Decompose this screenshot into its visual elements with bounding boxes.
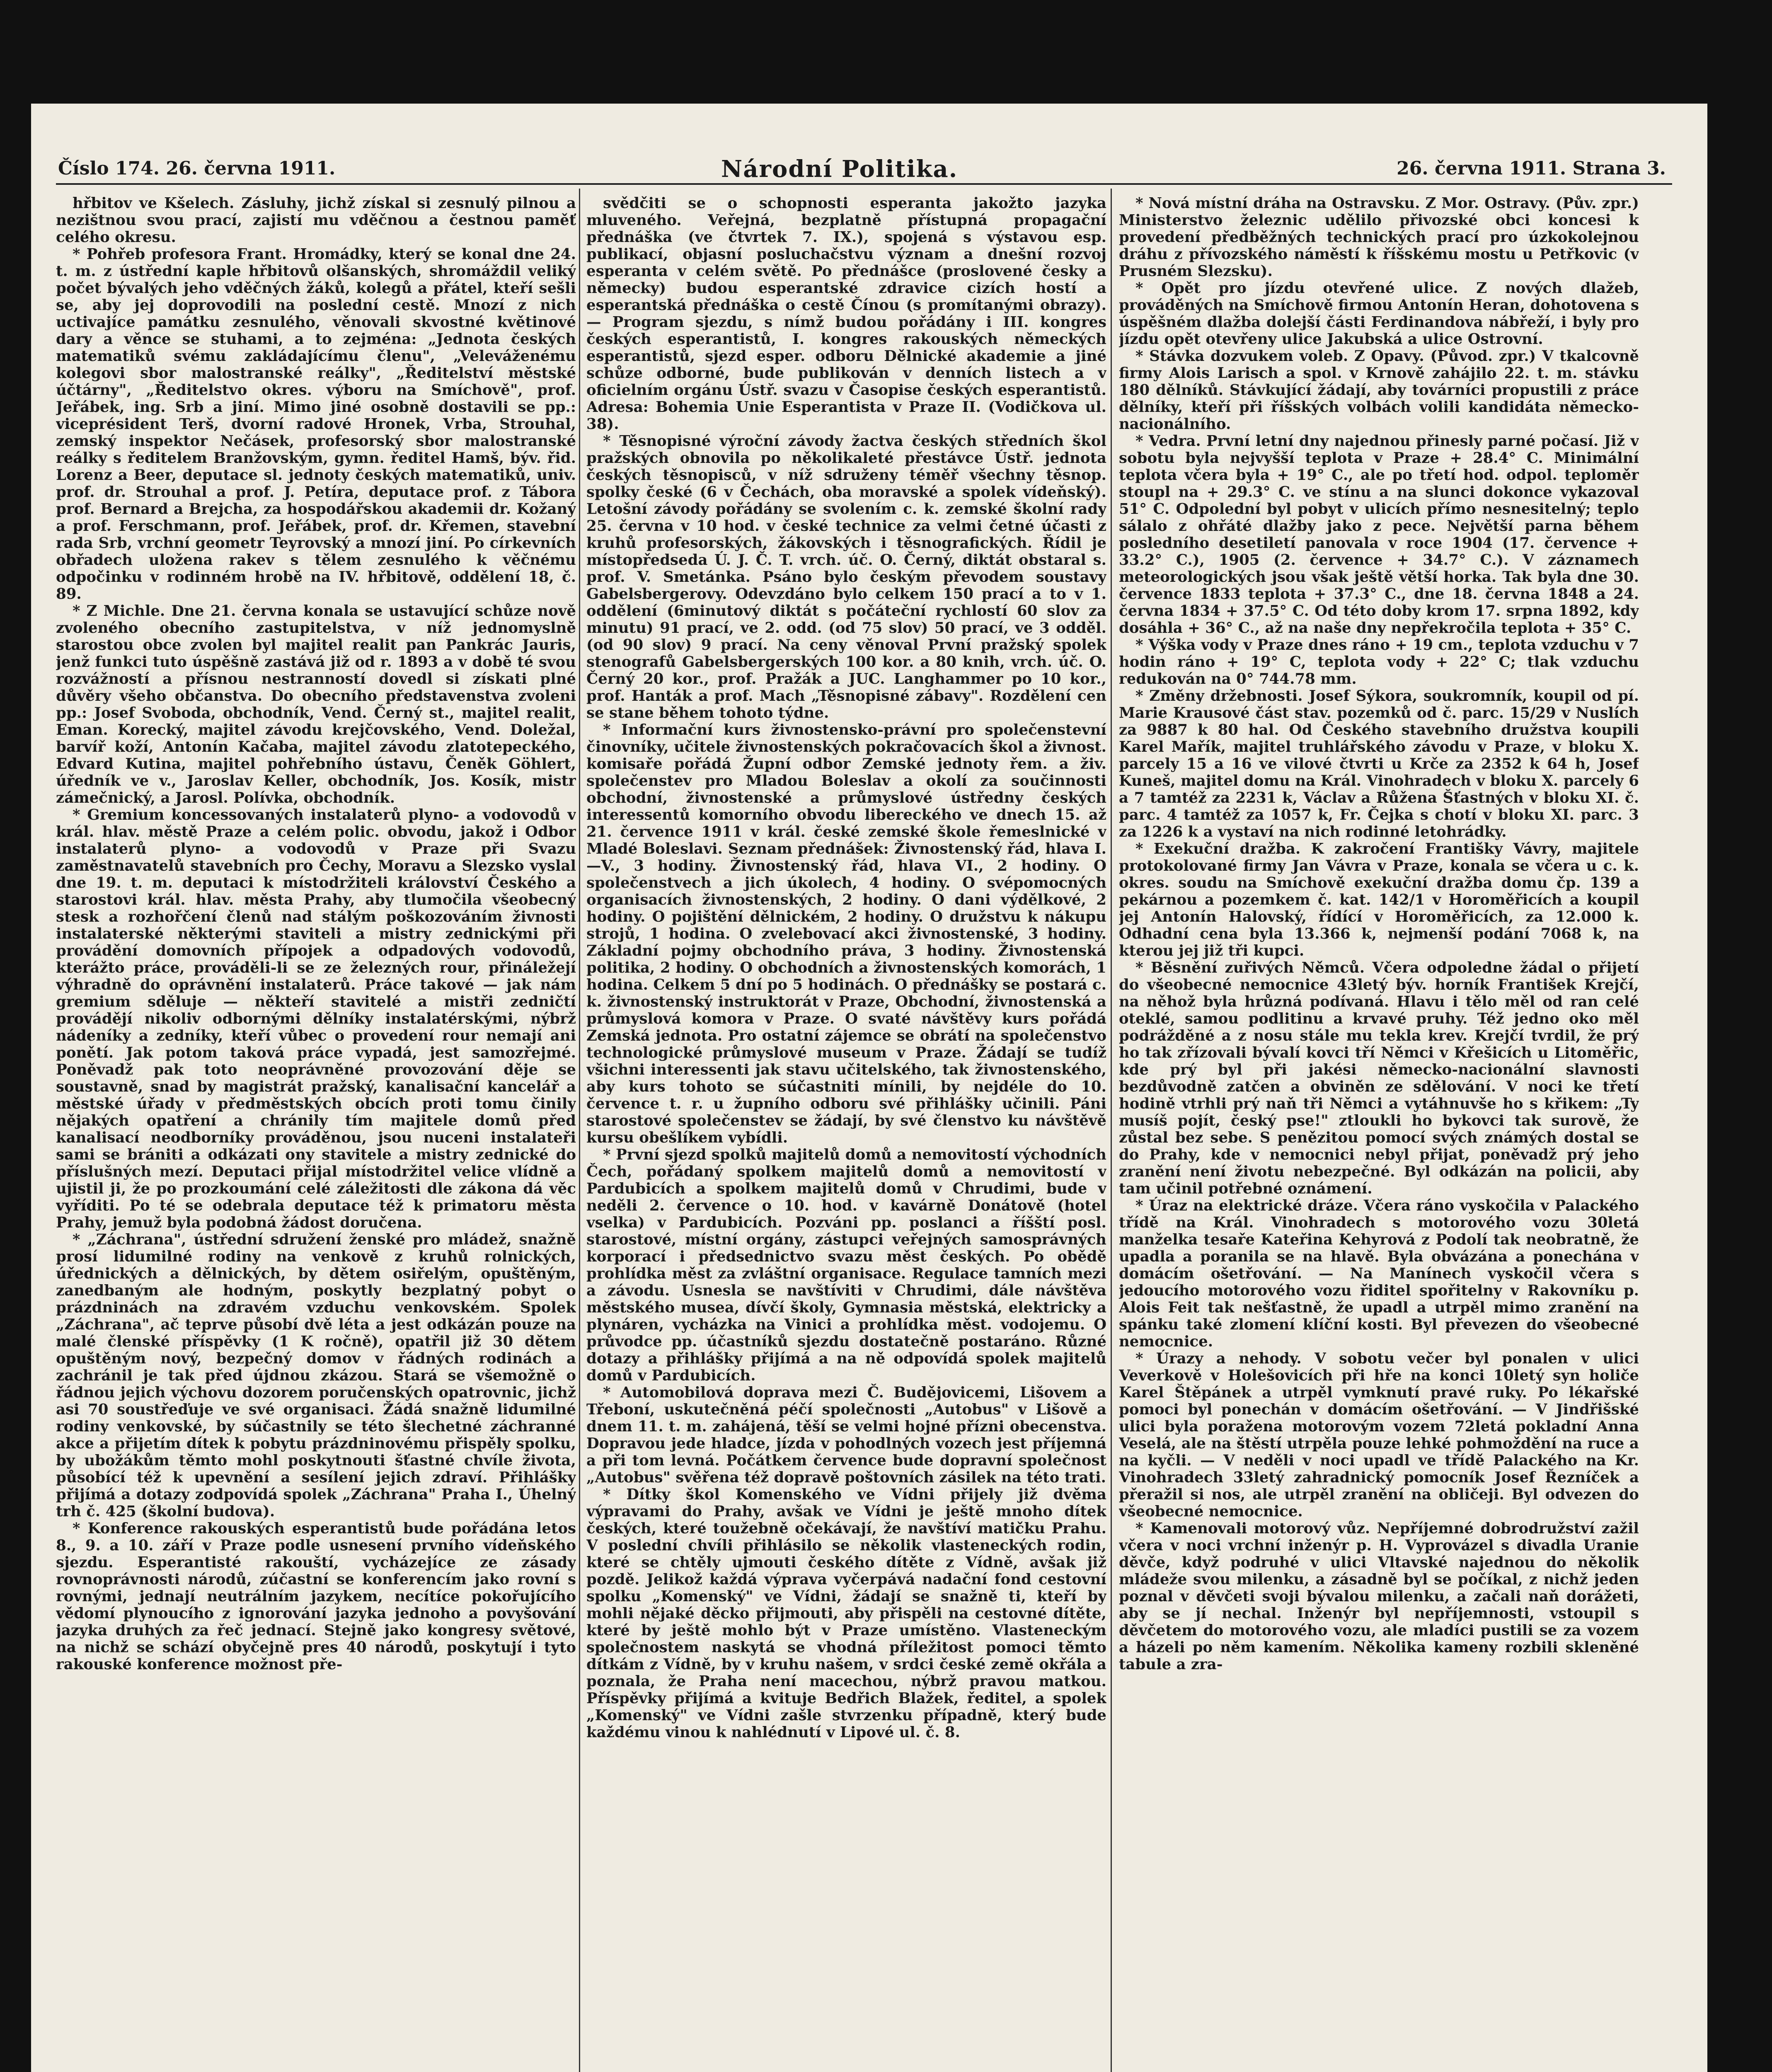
article-paragraph: * „Záchrana", ústřední sdružení ženské pro mládež, snažně prosí lidumilné rodiny na venkově z kruhů rolnických, úřednických a dělnických, by dětem osiřelým, opuštěným, zanedbaným ale hodným, poskytly bezplatný pobyt o prázdninách na zdravém vzduchu venkovském. Spolek „Záchrana", ač teprve působí dvě léta a jest odkázán pouze na malé členské příspěvky (1 K ročně), opatřil již 30 dětem opuštěným nový, bezpečný domov v řádných rodinách a zachránil je tak před újdnou zkázou. Stará se všemožně o řádnou jejich výchovu dozorem poručenských opatrovnic, jichž asi 70 soustřeďuje ve své organisaci. Žádá snažně lidumilné rodiny venkovské, by súčastnily se této šlechetné záchranné akce a přijetím dítek k pobytu prázdninovému přispěly spolku, by ubožákům těmto mohl poskytnouti šťastné chvíle života, působící též k upevnění a sesílení jejich zdraví. Přihlášky přijímá a dotazy zodpovídá spolek „Záchrana" Praha I., Úhelný trh č. 425 (školní budova).	[56, 1231, 576, 1520]
article-paragraph: * Pohřeb profesora Frant. Hromádky, který se konal dne 24. t. m. z ústřední kaple hřbitovů olšanských, shromáždil veliký počet bývalých jeho vděčných žáků, kolegů a přátel, kteří sešli se, aby jej doprovodili na poslední cestě. Mnozí z nich uctivajíce památku zesnulého, věnovali skvostné květinové dary a věnce se stuhami, a to zejména: „Jednota českých matematiků svému zakládajícímu členu", „Veleváženému kolegovi sbor malostranské reálky", „Ředitelství městské účtárny", „Ředitelstvo okres. výboru na Smíchově", prof. Jeřábek, ing. Srb a jiní. Mimo jiné osobně dostavili se pp.: viceprésident Terš, dvorní radové Hronek, Vrba, Strouhal, zemský inspektor Nečásek, profesorský sbor malostranské reálky s ředitelem Branžovským, gymn. ředitel Hamš, býv. řid. Lorenz a Beer, deputace sl. jednoty českých matematiků, univ. prof. dr. Strouhal a prof. J. Petíra, deputace prof. z Tábora prof. Bernard a Brejcha, za hospodářskou akademii dr. Kožaný a prof. Ferschmann, prof. Jeřábek, prof. dr. Křemen, stavební rada Srb, vrchní geometr Teyrovský a mnozí jiní. Po církevních obřadech uložena rakev s tělem zesnulého k věčnému odpočinku v rodinném hrobě na IV. hřbitově, oddělení 18, č. 89.	[56, 246, 576, 603]
article-paragraph: * Kamenovali motorový vůz. Nepříjemné dobrodružství zažil včera v noci vrchní inženýr p. H. Vyprovázel s divadla Uranie děvče, když podruhé v ulici Vltavské najednou do několik mládeže svou milenku, a zásadně byl se počíkal, z nichž jeden poznal v děvčeti svoji bývalou milenku, a začali naň dorážeti, aby se jí nechal. Inženýr byl nepříjemnosti, vstoupil s děvčetem do motorového vozu, ale mladíci pustili se za vozem a házeli po něm kamením. Několika kameny rozbili skleněné tabule a zra-	[1119, 1520, 1639, 1673]
column-3	[1119, 195, 1639, 2072]
column-1	[56, 195, 576, 2072]
article-paragraph: * Z Michle. Dne 21. června konala se ustavující schůze nově zvoleného obecního zastupitelstva, v níž jednomyslně starostou obce zvolen byl majitel realit pan Pankrác Jauris, jenž funkci tuto úspěšně zastává již od r. 1893 a v době té svou rozvážností a přísnou nestranností dovedl si získati plné důvěry všeho občanstva. Do obecního představenstva zvoleni pp.: Josef Svoboda, obchodník, Vend. Černý st., majitel realit, Eman. Korecký, majitel závodu krejčovského, Vend. Doležal, barvíř koží, Antonín Kačaba, majitel závodu zlatotepeckého, Edvard Kutina, majitel pohřebního ústavu, Čeněk Göhlert, úředník ve v., Jaroslav Keller, obchodník, Jos. Kosík, mistr zámečnický, a Jarosl. Polívka, obchodník.	[56, 603, 576, 806]
article-paragraph: * Vedra. První letní dny najednou přinesly parné počasí. Již v sobotu byla nejvyšší teplota v Praze + 28.4° C. Minimální teplota včera byla + 19° C., ale po třetí hod. odpol. teploměr stoupl na + 29.3° C. ve stínu a na slunci dokonce vykazoval 51° C. Odpolední byl pobyt v ulicích přímo nesnesitelný; teplo sálalo z ohřáté dlažby jako z pece. Největší parna během posledního desetiletí panovala v roce 1904 (17. července + 33.2° C.), 1905 (2. července + 34.7° C.). V záznamech meteorologických jsou však ještě větší horka. Tak byla dne 30. července 1833 teplota + 37.3° C., dne 18. června 1848 a 24. června 1834 + 37.5° C. Od této doby krom 17. srpna 1892, kdy dosáhla + 36° C., až na naše dny nepřekročila teplota + 35° C.	[1119, 433, 1639, 637]
newspaper-page	[31, 104, 1707, 2072]
column-divider	[1111, 189, 1112, 2072]
article-paragraph: svědčiti se o schopnosti esperanta jakožto jazyka mluveného. Veřejná, bezplatně přístupná propagační přednáška (ve čtvrtek 7. IX.), spojená s výstavou esp. publikací, objasní posluchačstvu význam a dnešní rozvoj esperanta v celém světě. Po přednášce (proslovené česky a německy) budou esperantské zdravice cizích hostí a esperantská přednáška o cestě Čínou (s promítanými obrazy). — Program sjezdu, s nímž budou pořádány i III. kongres českých esperantistů, I. kongres rakouských německých esperantistů, sjezd esper. odboru Dělnické akademie a jiné schůze odborné, bude publikován v denních listech a v oficielním orgánu Ústř. svazu v Časopise českých esperantistů. Adresa: Bohemia Unie Esperantista v Praze II. (Vodičkova ul. 38).	[586, 195, 1106, 433]
article-paragraph: * Těsnopisné výroční závody žactva českých středních škol pražských obnovila po několikaleté přestávce Ústř. jednota českých těsnopisců, v níž sdruženy téměř všechny těsnop. spolky české (6 v Čechách, oba moravské a spolek vídeňský). Letošní závody pořádány se svolením c. k. zemské školní rady 25. června v 10 hod. v české technice za velmi četné účasti z kruhů profesorských, žákovských i těsnografických. Řídil je místopředseda Ú. J. Č. T. vrch. úč. O. Černý, diktát obstaral s. prof. V. Smetánka. Psáno bylo českým převodem soustavy Gabelsbergerovy. Odevzdáno bylo celkem 150 prací a to v 1. oddělení (6minutový diktát s počáteční rychlostí 60 slov za minutu) 91 prací, ve 2. odd. (od 75 slov) 50 prací, ve 3 odděl. (od 90 slov) 9 prací. Na ceny věnoval První pražský spolek stenografů Gabelsbergerských 100 kor. a 80 knih, vrch. úč. O. Černý 20 kor., prof. Pražák a JUC. Langhammer po 10 kor., prof. Hanták a prof. Mach „Těsnopisné zábavy". Rozdělení cen se stane během tohoto týdne.	[586, 433, 1106, 721]
issue-number: Číslo 174. 26. června 1911.	[58, 158, 336, 179]
header-rule	[56, 183, 1672, 185]
article-paragraph: * Automobilová doprava mezi Č. Budějovicemi, Lišovem a Třeboní, uskutečněná péčí společnosti „Autobus" v Lišově a dnem 11. t. m. zahájená, těší se velmi hojné přízni obecenstva. Dopravou jede hladce, jízda v pohodlných vozech jest příjemná a při tom levná. Počátkem července bude dopravní společnost „Autobus" svěřena též dopravě poštovních zásilek na této trati.	[586, 1384, 1106, 1486]
article-paragraph: * Dítky škol Komenského ve Vídni přijely již dvěma výpravami do Prahy, avšak ve Vídni je ještě mnoho dítek českých, které toužebně očekávají, že navštíví matičku Prahu. V poslední chvíli přihlásilo se několik vlasteneckých rodin, které se chtěly ujmouti českého dítěte z Vídně, avšak již pozdě. Jelikož každá výprava vyčerpává nadační fond cestovní spolku „Komenský" ve Vídni, žádají se snažně ti, kteří by mohli nějaké děcko přijmouti, aby přispěli na cestovné dítěte, které by ještě mohlo být v Praze umístěno. Vlasteneckým společnostem naskytá se vhodná příležitost pomoci těmto dítkám z Vídně, by v kruhu našem, v srdci české země okřála a poznala, že Praha není macechou, nýbrž pravou matkou. Příspěvky přijímá a kvituje Bedřich Blažek, ředitel, a spolek „Komenský" ve Vídni zašle stvrzenku případně, který bude každému vinou k nahlédnutí v Lipové ul. č. 8.	[586, 1486, 1106, 1741]
article-paragraph: * Výška vody v Praze dnes ráno + 19 cm., teplota vzduchu v 7 hodin ráno + 19° C, teplota vody + 22° C; tlak vzduchu redukován na 0° 744.78 mm.	[1119, 637, 1639, 687]
newspaper-title: Národní Politika.	[721, 155, 958, 183]
article-paragraph: * Nová místní dráha na Ostravsku. Z Mor. Ostravy. (Pův. zpr.) Ministerstvo železnic udělilo přivozské obci koncesi k provedení předběžných technických prací pro úzkokolejnou dráhu z přívozského náměstí k říšskému mostu u Petřkovic (v Prusném Slezsku).	[1119, 195, 1639, 280]
article-paragraph: * Gremium koncessovaných instalaterů plyno- a vodovodů v král. hlav. městě Praze a celém polic. obvodu, jakož i Odbor instalaterů plyno- a vodovodů v Praze při Svazu zaměstnavatelů stavebních pro Čechy, Moravu a Slezsko vyslal dne 19. t. m. deputaci k místodržiteli království Českého a starostovi král. hlav. města Prahy, aby tlumočila všeobecný stesk a rozhořčení členů nad stálým poškozováním živnosti instalaterské některými staviteli a mistry zednickými při provádění domovních přípojek a odpadových vodovodů, kterážto práce, prováděli-li se ze železných rour, přináležejí výhradně do oprávnění instalaterů. Práce takové — jak nám gremium sděluje — někteří stavitelé a mistři zedničtí provádějí nikoliv odbornými dělníky instalatérskými, nýbrž nádeníky a zedníky, kteří vůbec o provedení rour nemají ani ponětí. Jak potom taková práce vypadá, jest samozřejmé. Poněvadž pak toto neoprávněné provozování děje se soustavně, snad by magistrát pražský, kanalisační kancelář a městské úřady v předměstských obcích proti tomu činily nějakých opatření a chránily tím majitele domů před kanalisací neodborníky prováděnou, jsou nuceni instalateři sami se brániti a odkázati ony stavitele a mistry zednické do příslušných mezí. Deputaci přijal místodržitel velice vlídně a ujistil ji, že po prozkoumání celé záležitosti dle zákona dá věc vyříditi. Po té se odebrala deputace též k primatoru města Prahy, jemuž byla podobná žádost doručena.	[56, 806, 576, 1231]
article-paragraph: hřbitov ve Kšelech. Zásluhy, jichž získal si zesnulý pilnou a nezištnou svou prací, zajistí mu vděčnou a čestnou paměť celého okresu.	[56, 195, 576, 246]
article-paragraph: * Exekuční dražba. K zakročení Františky Vávry, majitele protokolované firmy Jan Vávra v Praze, konala se včera u c. k. okres. soudu na Smíchově exekuční dražba domu čp. 139 a pekárnou a pozemkem č. kat. 142/1 v Horoměřicích a koupil jej Antonín Halovský, řídící v Horoměřicích, za 12.000 k. Odhadní cena byla 13.366 k, nejmenší podání 7068 k, na kterou jej již tři kupci.	[1119, 840, 1639, 959]
page-header	[58, 155, 1666, 184]
article-paragraph: * Informační kurs živnostensko-právní pro společenstevní činovníky, učitele živnostenských pokračovacích škol a živnost. komisaře pořádá Župní odbor Zemské jednoty řem. a živ. společenstev pro Mladou Boleslav a okolí za součinnosti obchodní, živnostenské a průmyslové ústředny českých interessentů komorního obvodu libereckého ve dnech 15. až 21. července 1911 v král. české zemské škole řemeslnické v Mladé Boleslavi. Seznam přednášek: Živnostenský řád, hlava I.—V., 3 hodiny. Živnostenský řád, hlava VI., 2 hodiny. O společenstvech a jich úkolech, 4 hodiny. O svépomocných organisacích živnostenských, 2 hodiny. O dani výdělkové, 2 hodiny. O pojištění dělnickém, 2 hodiny. O družstvu k nákupu strojů, 1 hodina. O zvelebovací akci živnostenské, 3 hodiny. Základní pojmy obchodního práva, 3 hodiny. Živnostenská politika, 2 hodiny. O obchodních a živnostenských komorách, 1 hodina. Celkem 5 dní po 5 hodinách. O přednášky se postará c. k. živnostenský instruktorát v Praze, Obchodní, živnostenská a průmyslová komora v Praze. O svaté návštěvy kurs pořádá Zemská jednota. Pro ostatní zájemce se obrátí na společenstvo technologické průmyslové museum v Praze. Žádají se tudíž všichni interessenti jak stavu učitelského, tak živnostenského, aby kurs tohoto se súčastniti mínili, by nejdéle do 10. července t. r. u župního odboru své přihlášky učinili. Páni starostové společenstev se žádají, by své členstvo ku návštěvě kursu obešlíkem vybídli.	[586, 721, 1106, 1146]
article-paragraph: * Běsnění zuřivých Němců. Včera odpoledne žádal o přijetí do všeobecné nemocnice 43letý býv. horník František Krejčí, na něhož byla hrůzná podívaná. Hlavu i tělo měl od ran celé oteklé, samou podlitinu a krvavé pruhy. Též jedno oko měl podrážděné a z nosu stále mu tekla krev. Krejčí tvrdil, že prý ho tak zřízovali bývalí kovci tří Němci v Křešicích u Litoměřic, kde prý byl při jakési německo-nacionální slavnosti bezdůvodně zatčen a obviněn ze sdělování. V noci ke třetí hodině vtrhli prý naň tři Němci a vytáhnuvše ho s křikem: „Ty musíš pojít, český pse!" ztloukli ho bykovci tak surově, že zůstal bez sebe. S penězitou pomocí svých známých dostal se do Prahy, kde v nemocnici nebyl přijat, poněvadž prý jeho zranění není životu nebezpečné. Byl odkázán na policii, aby tam učinil potřebné oznámení.	[1119, 959, 1639, 1197]
article-paragraph: * Změny držebnosti. Josef Sýkora, soukromník, koupil od pí. Marie Krausové část stav. pozemků od č. parc. 15/29 v Nuslích za 9887 k 80 hal. Od Českého stavebního družstva koupili Karel Mařík, majitel truhlářského závodu v Praze, v bloku X. parcely 15 a 16 ve vilové čtvrti u Krče za 2352 k 64 h, Josef Kuneš, majitel domu na Král. Vinohradech v bloku X. parcely 6 a 7 tamtéž za 2231 k, Václav a Růžena Šťastných v bloku XI. č. parc. 4 tamtéž za 1057 k, Fr. Čejka s chotí v bloku XI. parc. 3 za 1226 k a vystaví na nich rodinné letohrádky.	[1119, 687, 1639, 840]
article-paragraph: * Opět pro jízdu otevřené ulice. Z nových dlažeb, prováděných na Smíchově firmou Antonín Heran, dohotovena s úspěšném dlažba dolejší části Ferdinandova nábřeží, i byly pro jízdu opět otevřeny ulice Jakubská a ulice Ostrovní.	[1119, 280, 1639, 348]
article-paragraph: * Úrazy a nehody. V sobotu večer byl ponalen v ulici Veverkově v Holešovicích při hře na konci 10letý syn holiče Karel Štěpánek a utrpěl vymknutí pravé ruky. Po lékařské pomoci byl ponechán v domácím ošetřování. — V Jindřišské ulici byla poražena motorovým vozem 72letá pokladní Anna Veselá, ale na štěstí utrpěla pouze lehké pohmoždění na ruce a na kyčli. — V neděli v noci upadl ve třídě Palackého na Kr. Vinohradech 33letý zahradnický pomocník Josef Řezníček a přeražil si nos, ale utrpěl zranění na obličeji. Byl odvezen do všeobecné nemocnice.	[1119, 1350, 1639, 1520]
article-paragraph: * Konference rakouských esperantistů bude pořádána letos 8., 9. a 10. září v Praze podle usnesení prvního vídeňského sjezdu. Esperantisté rakouští, vycházejíce ze zásady rovnoprávnosti národů, zúčastní se konferencím jako rovní s rovnými, jednají neutrálním jazykem, necítíce pokořujícího vědomí plynoucího z ignorování jazyka jednoho a povyšování jazyka druhých za řeč jednací. Stejně jako kongresy světové, na nichž se schází obyčejně pres 40 národů, poskytují i tyto rakouské konference možnost pře-	[56, 1520, 576, 1673]
article-paragraph: * První sjezd spolků majitelů domů a nemovitostí východních Čech, pořádaný spolkem majitelů domů a nemovitostí v Pardubicích a spolkem majitelů domů v Chrudimi, bude v neděli 2. července o 10. hod. v kavárně Donátově (hotel vselka) v Pardubicích. Pozváni pp. poslanci a říšští posl. starostové, místní orgány, zástupci veřejných samosprávných korporací i předsednictvo svazu měst českých. Po obědě prohlídka měst za zvláštní organisace. Regulace tamních mezi a závodu. Usnesla se navštíviti v Chrudimi, dále návštěva městského musea, dívčí školy, Gymnasia městská, elektricky a plynáren, vycházka na Vinici a prohlídka měst. vodojemu. O průvodce pp. účastníků sjezdu dostatečně postaráno. Různé dotazy a přihlášky přijímá a na ně odpovídá spolek majitelů domů v Pardubicích.	[586, 1146, 1106, 1384]
column-divider	[579, 189, 580, 2072]
article-paragraph: * Úraz na elektrické dráze. Včera ráno vyskočila v Palackého třídě na Král. Vinohradech s motorového vozu 30letá manželka tesaře Kateřina Kehyrová z Podolí tak neobratně, že upadla a poranila se na hlavě. Byla obvázána a ponechána v domácím ošetřování. — Na Manínech vyskočil včera s jedoucího motorového vozu řiditel spořitelny v Rakovníku p. Alois Feit tak nešťastně, že upadl a utrpěl mimo zranění na spánku také zlomení klíční kosti. Byl převezen do všeobecné nemocnice.	[1119, 1197, 1639, 1350]
page-date-number: 26. června 1911. Strana 3.	[1397, 158, 1666, 179]
article-paragraph: * Stávka dozvukem voleb. Z Opavy. (Původ. zpr.) V tkalcovně firmy Alois Larisch a spol. v Krnově zahájilo 22. t. m. stávku 180 dělníků. Stávkující žádají, aby továrníci propustili z práce dělníky, kteří při říšských volbách volili kandidáta německo-nacionálního.	[1119, 348, 1639, 433]
column-2	[586, 195, 1106, 2072]
